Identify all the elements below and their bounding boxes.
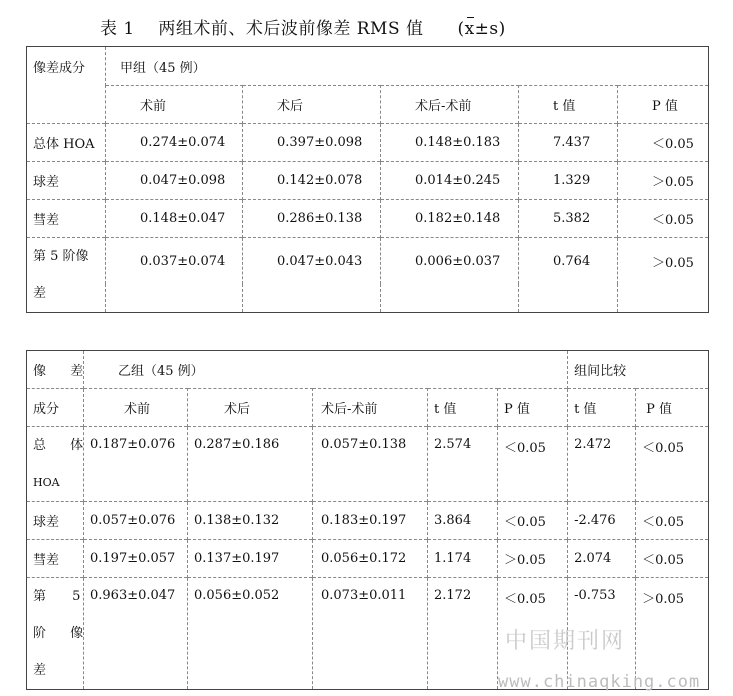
cell-post: 0.142±0.078 — [243, 162, 381, 200]
caption-statistic: (x±s) — [457, 19, 506, 39]
cell-pre: 0.197±0.057 — [84, 540, 188, 578]
cell-pre: 0.274±0.074 — [106, 124, 243, 162]
col-header-post: 术后 — [188, 389, 313, 427]
row-name: 第 5 阶 像 差 — [27, 578, 84, 690]
cell-pre: 0.187±0.076 — [84, 427, 188, 502]
cell-diff: 0.014±0.245 — [381, 162, 519, 200]
caption-title: 两组术前、术后波前像差 RMS 值 — [158, 19, 424, 39]
cell-compare-t: -2.476 — [568, 502, 636, 540]
col-header-t: t 值 — [519, 86, 618, 124]
col-header-post: 术后 — [243, 86, 381, 124]
cell-t: 1.329 — [519, 162, 618, 200]
cell-t: 2.172 — [428, 578, 498, 690]
cell-post: 0.397±0.098 — [243, 124, 381, 162]
cell-t: 0.764 — [519, 238, 618, 285]
cell-post: 0.137±0.197 — [188, 540, 313, 578]
cell-post: 0.138±0.132 — [188, 502, 313, 540]
row-name: 球差 — [27, 502, 84, 540]
cell-p: ＜0.05 — [498, 502, 568, 540]
cell-diff: 0.057±0.138 — [313, 427, 428, 502]
cell-p: ＜0.05 — [618, 124, 709, 162]
cell-diff: 0.006±0.037 — [381, 238, 519, 285]
table-row — [27, 540, 709, 578]
table-row — [27, 162, 709, 200]
cell-compare-t: -0.753 — [568, 578, 636, 690]
cell-post: 0.047±0.043 — [243, 238, 381, 285]
table-row — [27, 238, 709, 285]
cell-p: ＞0.05 — [618, 238, 709, 285]
cell-compare-p: ＞0.05 — [636, 578, 709, 690]
cell-t: 5.382 — [519, 200, 618, 238]
cell-compare-p: ＜0.05 — [636, 427, 709, 502]
cell-pre: 0.963±0.047 — [84, 578, 188, 690]
cell-compare-p: ＜0.05 — [636, 540, 709, 578]
cell-t: 2.574 — [428, 427, 498, 502]
table-row — [27, 200, 709, 238]
col-header-compare-t: t 值 — [568, 389, 636, 427]
row-name: 彗差 — [27, 200, 106, 238]
cell-p: ＞0.05 — [498, 540, 568, 578]
cell-diff: 0.148±0.183 — [381, 124, 519, 162]
cell-diff: 0.183±0.197 — [313, 502, 428, 540]
cell-p: ＜0.05 — [498, 427, 568, 502]
row-name: 球差 — [27, 162, 106, 200]
table-group-a — [26, 46, 709, 313]
cell-post: 0.286±0.138 — [243, 200, 381, 238]
row-header-line1: 像 差 — [27, 351, 84, 389]
group-header: 乙组（45 例） — [84, 351, 568, 389]
row-name: 第 5 阶像 差 — [27, 238, 106, 313]
cell-p: ＜0.05 — [498, 578, 568, 690]
cell-t: 1.174 — [428, 540, 498, 578]
group-header: 甲组（45 例） — [106, 47, 709, 86]
table-row — [27, 502, 709, 540]
col-header-t: t 值 — [428, 389, 498, 427]
cell-post: 0.056±0.052 — [188, 578, 313, 690]
cell-diff: 0.182±0.148 — [381, 200, 519, 238]
cell-p: ＜0.05 — [618, 200, 709, 238]
watermark-url: www.chinaqking.com — [498, 672, 701, 692]
compare-header: 组间比较 — [568, 351, 709, 389]
cell-diff: 0.073±0.011 — [313, 578, 428, 690]
col-header-diff: 术后-术前 — [313, 389, 428, 427]
cell-t: 3.864 — [428, 502, 498, 540]
row-header-line2: 成分 — [27, 389, 84, 427]
row-name: 总体 HOA — [27, 124, 106, 162]
cell-pre: 0.057±0.076 — [84, 502, 188, 540]
table-caption — [100, 14, 506, 39]
x-bar-symbol: x — [464, 19, 475, 39]
cell-t: 7.437 — [519, 124, 618, 162]
col-header-pre: 术前 — [84, 389, 188, 427]
row-header-cell: 像差成分 — [27, 47, 106, 124]
cell-diff: 0.056±0.172 — [313, 540, 428, 578]
caption-stat-rest: ±s — [474, 19, 499, 39]
cell-compare-p: ＜0.05 — [636, 502, 709, 540]
table-row — [27, 124, 709, 162]
col-header-diff: 术后-术前 — [381, 86, 519, 124]
table-row — [27, 427, 709, 502]
cell-compare-t: 2.472 — [568, 427, 636, 502]
cell-p: ＞0.05 — [618, 162, 709, 200]
cell-compare-t: 2.074 — [568, 540, 636, 578]
col-header-compare-p: P 值 — [636, 389, 709, 427]
row-name: 总 体 HOA — [27, 427, 84, 502]
row-name: 彗差 — [27, 540, 84, 578]
col-header-p: P 值 — [498, 389, 568, 427]
caption-label: 表 1 — [100, 19, 135, 39]
cell-post: 0.287±0.186 — [188, 427, 313, 502]
cell-pre: 0.148±0.047 — [106, 200, 243, 238]
watermark-text: 中国期刊网 — [505, 629, 626, 654]
col-header-pre: 术前 — [106, 86, 243, 124]
col-header-p: P 值 — [618, 86, 709, 124]
cell-pre: 0.037±0.074 — [106, 238, 243, 285]
cell-pre: 0.047±0.098 — [106, 162, 243, 200]
